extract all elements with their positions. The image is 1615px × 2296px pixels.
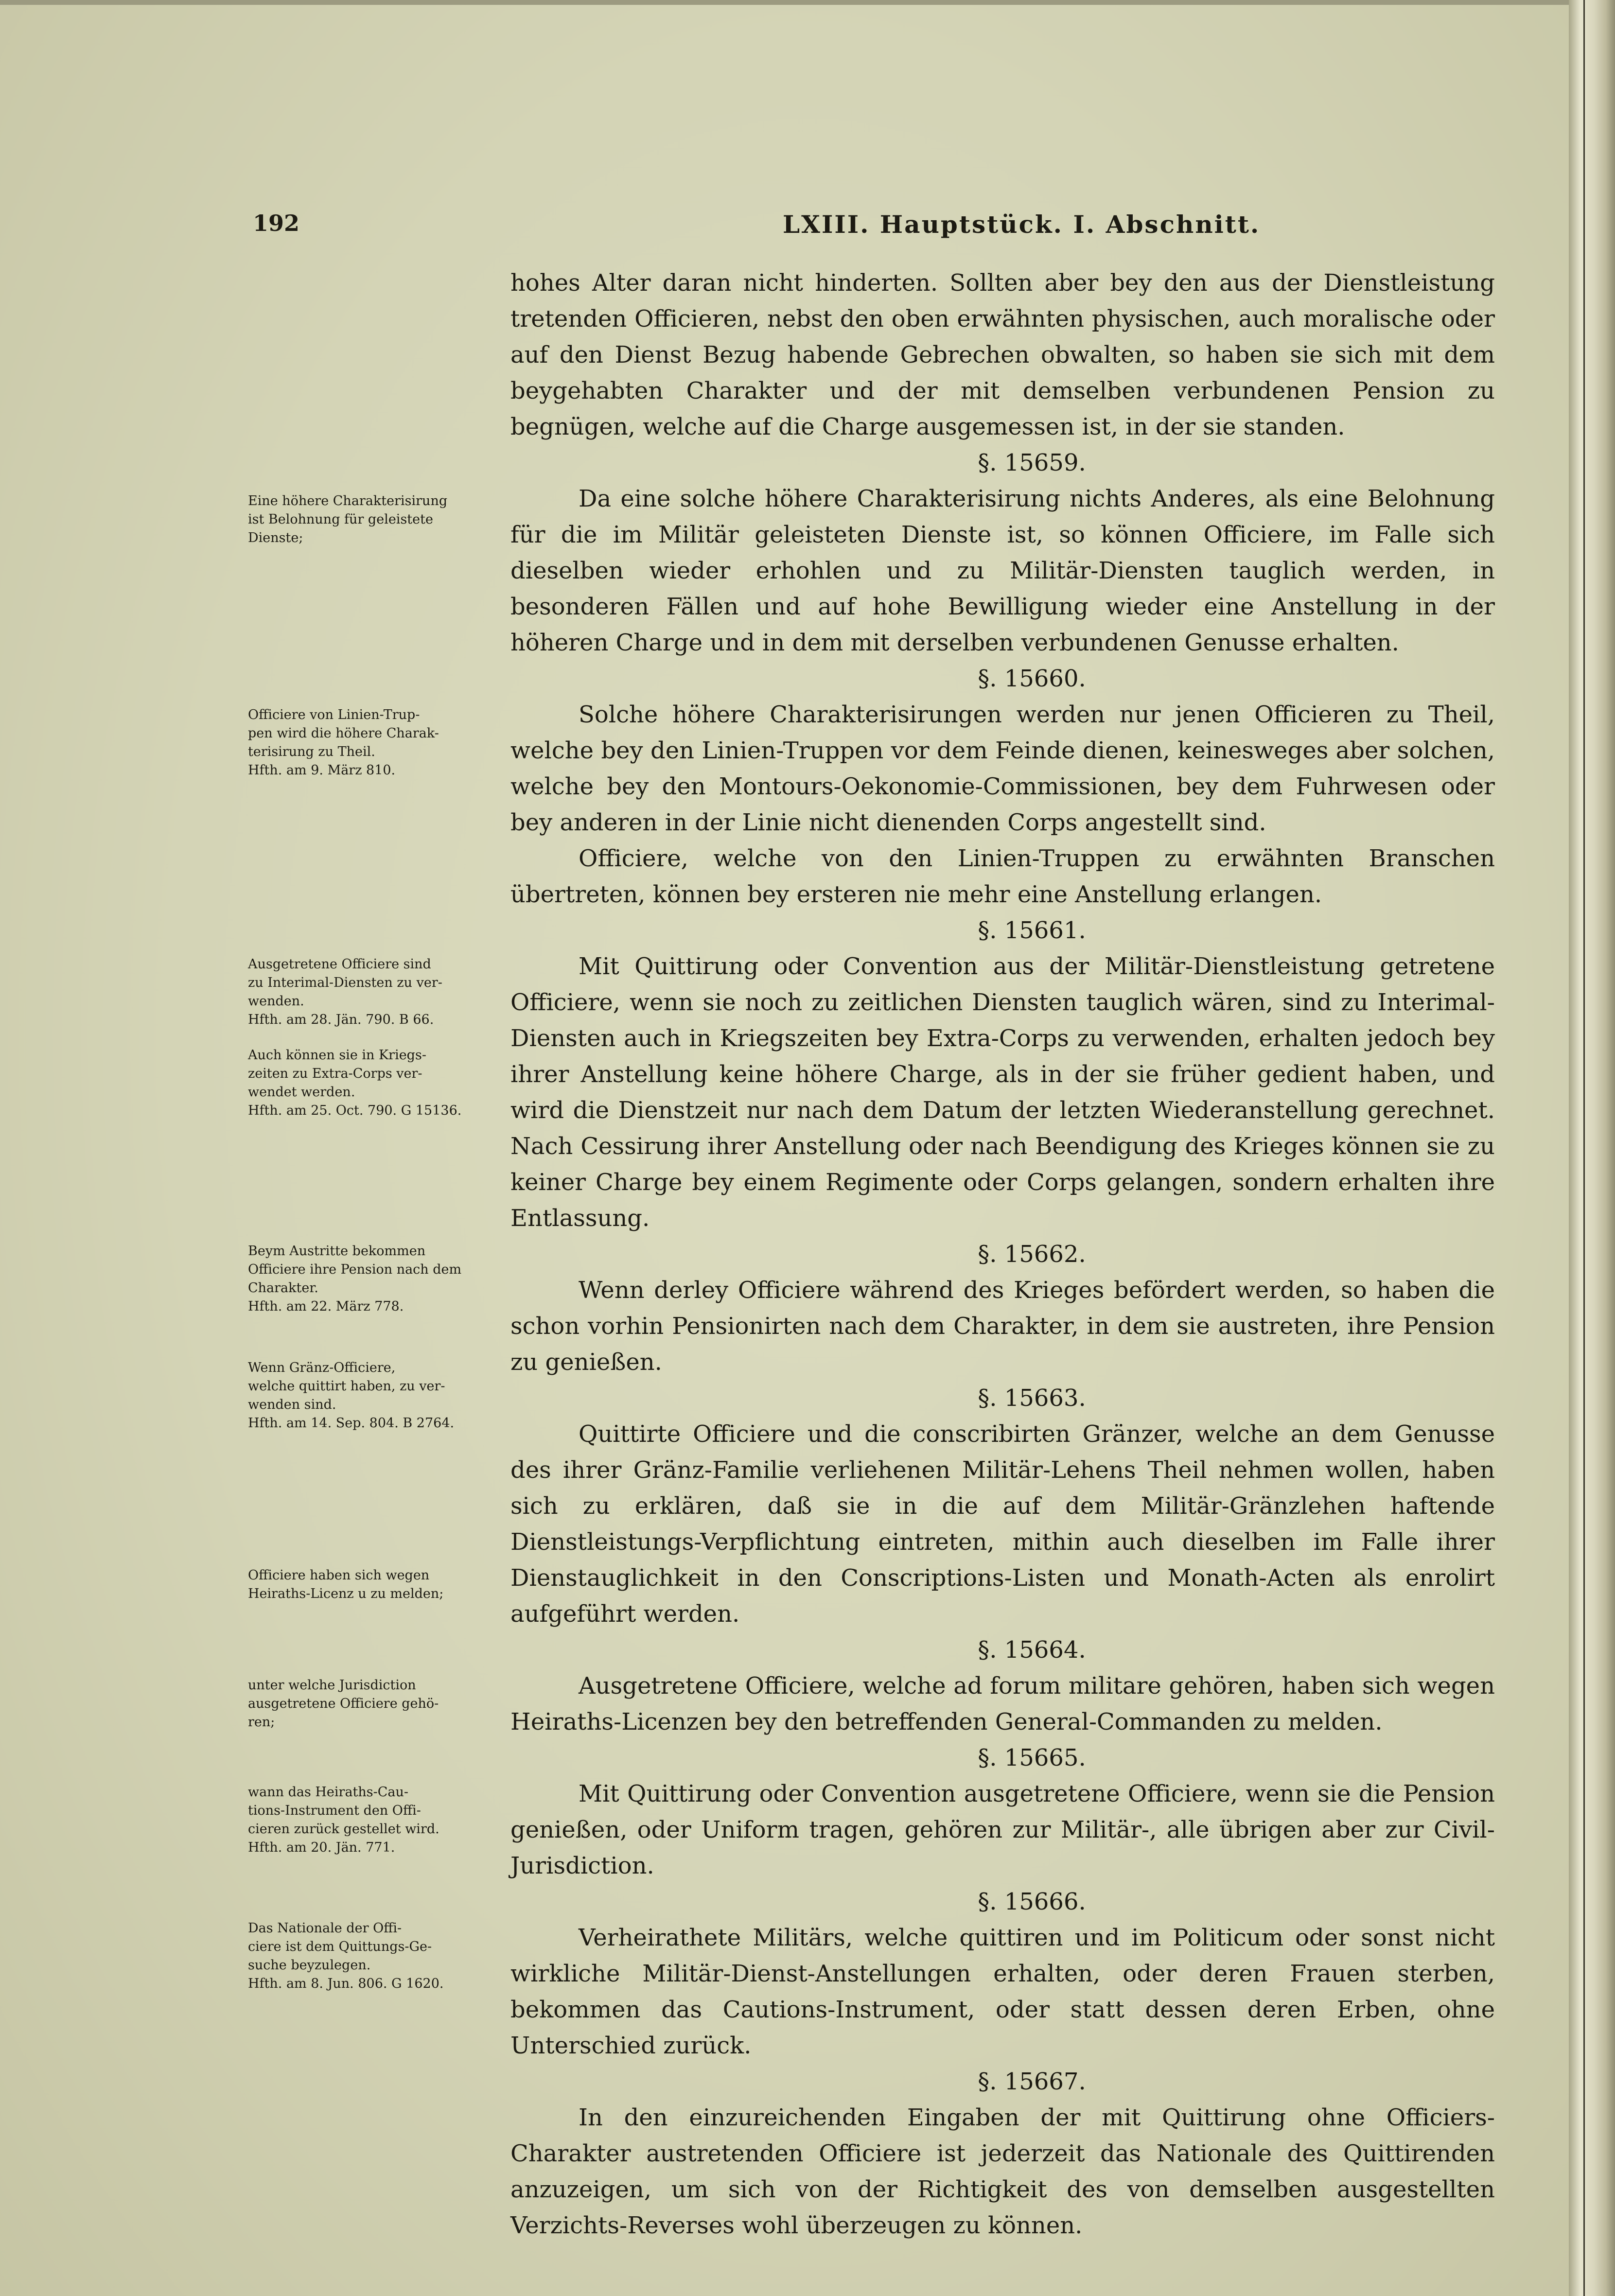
note-line: Charakter. <box>248 1280 318 1296</box>
margin-note <box>248 1783 501 1857</box>
note-line: tions-Instrument den Offi- <box>248 1803 421 1818</box>
binding-fold <box>1569 0 1615 2296</box>
note-line: Hfth. am 22. März 778. <box>248 1299 404 1314</box>
paragraph-continued: hohes Alter daran nicht hinderten. Sollten aber bey den aus der Dienstleistung tretenden Officieren, nebst den oben erwähnten physischen, auch moralische oder auf den Dienst Bezug habende Gebrechen obwalten, so haben sie sich mit dem beygehabten Charakter und der mit demselben verbundenen Pension zu begnügen, welche auf die Charge ausgemessen ist, in der sie standen. <box>510 269 1495 440</box>
section-number: §. 15666. <box>978 1888 1086 1915</box>
paragraph: Quittirte Officiere und die conscribirten Gränzer, welche an dem Genusse des ihrer Gränz-Familie verliehenen Militär-Lehens Theil nehmen wollen, haben sich zu erklären, daß sie in die auf dem Militär-Gränzlehen haftende Dienstleistungs-Verpflichtung eintreten, mithin auch dieselben im Falle ihrer Dienstauglichkeit in den Conscriptions-Listen und Monath-Acten als enrolirt aufgeführt werden. <box>510 1420 1495 1628</box>
margin-note <box>248 955 501 1029</box>
note-line: zu Interimal-Diensten zu ver- <box>248 975 442 990</box>
paragraph: Officiere, welche von den Linien-Truppen zu erwähnten Branschen übertreten, können bey ersteren nie mehr eine Anstellung erlangen. <box>510 845 1495 908</box>
section-number: §. 15660. <box>978 665 1086 692</box>
section-number: §. 15663. <box>978 1385 1086 1412</box>
note-line: unter welche Jurisdiction <box>248 1678 416 1693</box>
page-header <box>0 210 1570 244</box>
note-line: terisirung zu Theil. <box>248 744 375 759</box>
note-line: wann das Heiraths-Cau- <box>248 1785 409 1800</box>
note-line: zeiten zu Extra-Corps ver- <box>248 1066 422 1081</box>
note-line: pen wird die höhere Charak- <box>248 726 439 741</box>
note-line: wenden. <box>248 994 304 1009</box>
section-number: §. 15665. <box>978 1744 1086 1771</box>
main-text <box>510 265 1495 2243</box>
margin-note <box>248 706 501 780</box>
note-line: Wenn Gränz-Officiere, <box>248 1360 396 1375</box>
paragraph: Da eine solche höhere Charakterisirung nichts Anderes, als eine Belohnung für die im Militär geleisteten Dienste ist, so können Officiere, im Falle sich dieselben wieder erhohlen und zu Militär-Diensten tauglich werden, in besonderen Fällen und auf hohe Bewilligung wieder eine Anstellung in der höheren Charge und in dem mit derselben verbundenen Genusse erhalten. <box>510 485 1495 656</box>
note-line: Hfth. am 9. März 810. <box>248 763 396 778</box>
paragraph: In den einzureichenden Eingaben der mit Quittirung ohne Officiers-Charakter austretenden Officiere ist jederzeit das Nationale des Quittirenden anzuzeigen, um sich von der Richtigkeit des von demselben ausgestellten Verzichts-Reverses wohl überzeugen zu können. <box>510 2104 1495 2239</box>
note-line: ausgetretene Officiere gehö- <box>248 1696 439 1711</box>
note-line: ciere ist dem Quittungs-Ge- <box>248 1939 432 1954</box>
page-top-edge <box>0 0 1615 5</box>
note-line: Hfth. am 8. Jun. 806. G 1620. <box>248 1976 444 1991</box>
note-line: wenden sind. <box>248 1397 336 1412</box>
note-line: Officiere von Linien-Trup- <box>248 707 420 722</box>
paragraph: Verheirathete Militärs, welche quittiren und im Politicum oder sonst nicht wirkliche Militär-Dienst-Anstellungen erhalten, oder deren Frauen sterben, bekommen das Cautions-Instrument, oder statt dessen deren Erben, ohne Unterschied zurück. <box>510 1924 1495 2059</box>
margin-note <box>248 492 501 547</box>
note-line: Hfth. am 25. Oct. 790. G 15136. <box>248 1103 462 1118</box>
section-number: §. 15659. <box>978 449 1086 476</box>
note-line: ist Belohnung für geleistete <box>248 512 433 527</box>
section-number: §. 15664. <box>978 1636 1086 1664</box>
page-number: 192 <box>253 210 300 236</box>
margin-note <box>248 1359 501 1433</box>
note-line: Officiere ihre Pension nach dem <box>248 1262 462 1277</box>
section-number: §. 15667. <box>978 2068 1086 2095</box>
note-line: wendet werden. <box>248 1085 355 1100</box>
note-line: Hfth. am 28. Jän. 790. B 66. <box>248 1012 434 1027</box>
note-line: Auch können sie in Kriegs- <box>248 1048 426 1063</box>
margin-note <box>248 1676 501 1732</box>
section-number: §. 15661. <box>978 917 1086 944</box>
note-line: Beym Austritte bekommen <box>248 1244 426 1259</box>
note-line: Eine höhere Charakterisirung <box>248 493 448 508</box>
margin-note <box>248 1046 501 1120</box>
margin-note <box>248 1566 501 1603</box>
note-line: ren; <box>248 1715 275 1730</box>
paragraph: Mit Quittirung oder Convention ausgetretene Officiere, wenn sie die Pension genießen, oder Uniform tragen, gehören zur Militär-, alle übrigen aber zur Civil-Jurisdiction. <box>510 1780 1495 1879</box>
note-line: Dienste; <box>248 530 303 545</box>
margin-note <box>248 1919 501 1993</box>
note-line: suche beyzulegen. <box>248 1958 371 1973</box>
note-line: Das Nationale der Offi- <box>248 1921 402 1936</box>
note-line: Hfth. am 20. Jän. 771. <box>248 1840 395 1855</box>
margin-note <box>248 1242 501 1316</box>
section-number: §. 15662. <box>978 1241 1086 1268</box>
note-line: Ausgetretene Officiere sind <box>248 957 431 972</box>
paragraph: Solche höhere Charakterisirungen werden nur jenen Officieren zu Theil, welche bey den Linien-Truppen vor dem Feinde dienen, keinesweges aber solchen, welche bey den Montours-Oekonomie-Commissionen, bey dem Fuhrwesen oder bey anderen in der Linie nicht dienenden Corps angestellt sind. <box>510 701 1495 836</box>
running-title: LXIII. Hauptstück. I. Abschnitt. <box>783 210 1261 239</box>
paragraph: Ausgetretene Officiere, welche ad forum militare gehören, haben sich wegen Heiraths-Licenzen bey den betreffenden General-Commanden zu melden. <box>510 1672 1495 1735</box>
paragraph: Mit Quittirung oder Convention aus der Militär-Dienstleistung getretene Officiere, wenn sie noch zu zeitlichen Diensten tauglich wären, sind zu Interimal-Diensten auch in Kriegszeiten bey Extra-Corps zu verwenden, erhalten jedoch bey ihrer Anstellung keine höhere Charge, als in der sie früher gedient haben, und wird die Dienstzeit nur nach dem Datum der letzten Wiederanstellung gerechnet. Nach Cessirung ihrer Anstellung oder nach Beendigung des Krieges können sie zu keiner Charge bey einem Regimente oder Corps gelangen, sondern erhalten ihre Entlassung. <box>510 953 1495 1232</box>
gutter-line <box>1583 0 1585 2296</box>
note-line: Hfth. am 14. Sep. 804. B 2764. <box>248 1416 455 1431</box>
note-line: welche quittirt haben, zu ver- <box>248 1379 445 1394</box>
note-line: Officiere haben sich wegen <box>248 1568 430 1583</box>
paragraph: Wenn derley Officiere während des Krieges befördert werden, so haben die schon vorhin Pensionirten nach dem Charakter, in dem sie austreten, ihre Pension zu genießen. <box>510 1277 1495 1376</box>
note-line: cieren zurück gestellet wird. <box>248 1822 439 1837</box>
note-line: Heiraths-Licenz u zu melden; <box>248 1586 444 1601</box>
